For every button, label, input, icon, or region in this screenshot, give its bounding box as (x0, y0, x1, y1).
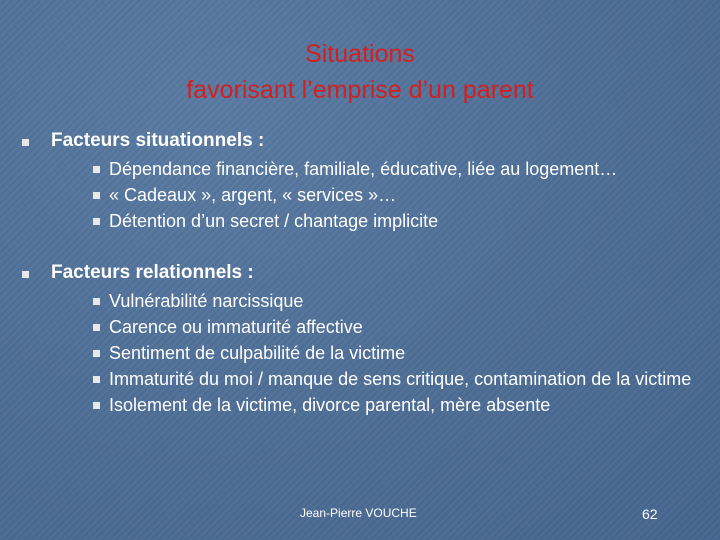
list-item-text: Immaturité du moi / manque de sens critique, contamination de la victime (109, 369, 692, 389)
list-item-text: Dépendance financière, familiale, éducative, liée au logement… (109, 159, 618, 179)
square-bullet-icon (93, 218, 100, 225)
square-bullet-icon (93, 192, 100, 199)
list-item-text: « Cadeaux », argent, « services »… (109, 185, 397, 205)
section-relationnels (22, 260, 712, 418)
footer-author: Jean-Pierre VOUCHE (300, 506, 417, 520)
square-bullet-icon (93, 298, 100, 305)
square-bullet-icon (93, 324, 100, 331)
list-item-text: Isolement de la victime, divorce parental, mère absente (109, 395, 551, 415)
list-item (22, 208, 712, 234)
slide-title-line-1: Situations (305, 40, 415, 68)
list-item (22, 392, 712, 418)
section-label: Facteurs relationnels : (51, 262, 254, 283)
slide-title-line-2: favorisant l’emprise d’un parent (186, 76, 534, 104)
list-item (22, 156, 712, 182)
list-item-text: Détention d’un secret / chantage implicite (109, 211, 439, 231)
section-situationnels (22, 128, 712, 234)
section-label: Facteurs situationnels : (51, 130, 265, 151)
list-item-text: Sentiment de culpabilité de la victime (109, 343, 406, 363)
square-bullet-icon (93, 350, 100, 357)
list-item (22, 182, 712, 208)
list-item (22, 314, 712, 340)
square-bullet-icon (93, 166, 100, 173)
square-bullet-icon (22, 271, 29, 278)
list-item-text: Vulnérabilité narcissique (109, 291, 304, 311)
square-bullet-icon (93, 376, 100, 383)
section-heading (22, 260, 712, 288)
section-heading (22, 128, 712, 156)
list-item (22, 288, 712, 314)
slide-title (0, 36, 720, 108)
square-bullet-icon (93, 402, 100, 409)
square-bullet-icon (22, 139, 29, 146)
list-item (22, 340, 712, 366)
list-item (22, 366, 712, 392)
page-number: 62 (642, 506, 658, 522)
list-item-text: Carence ou immaturité affective (109, 317, 363, 337)
